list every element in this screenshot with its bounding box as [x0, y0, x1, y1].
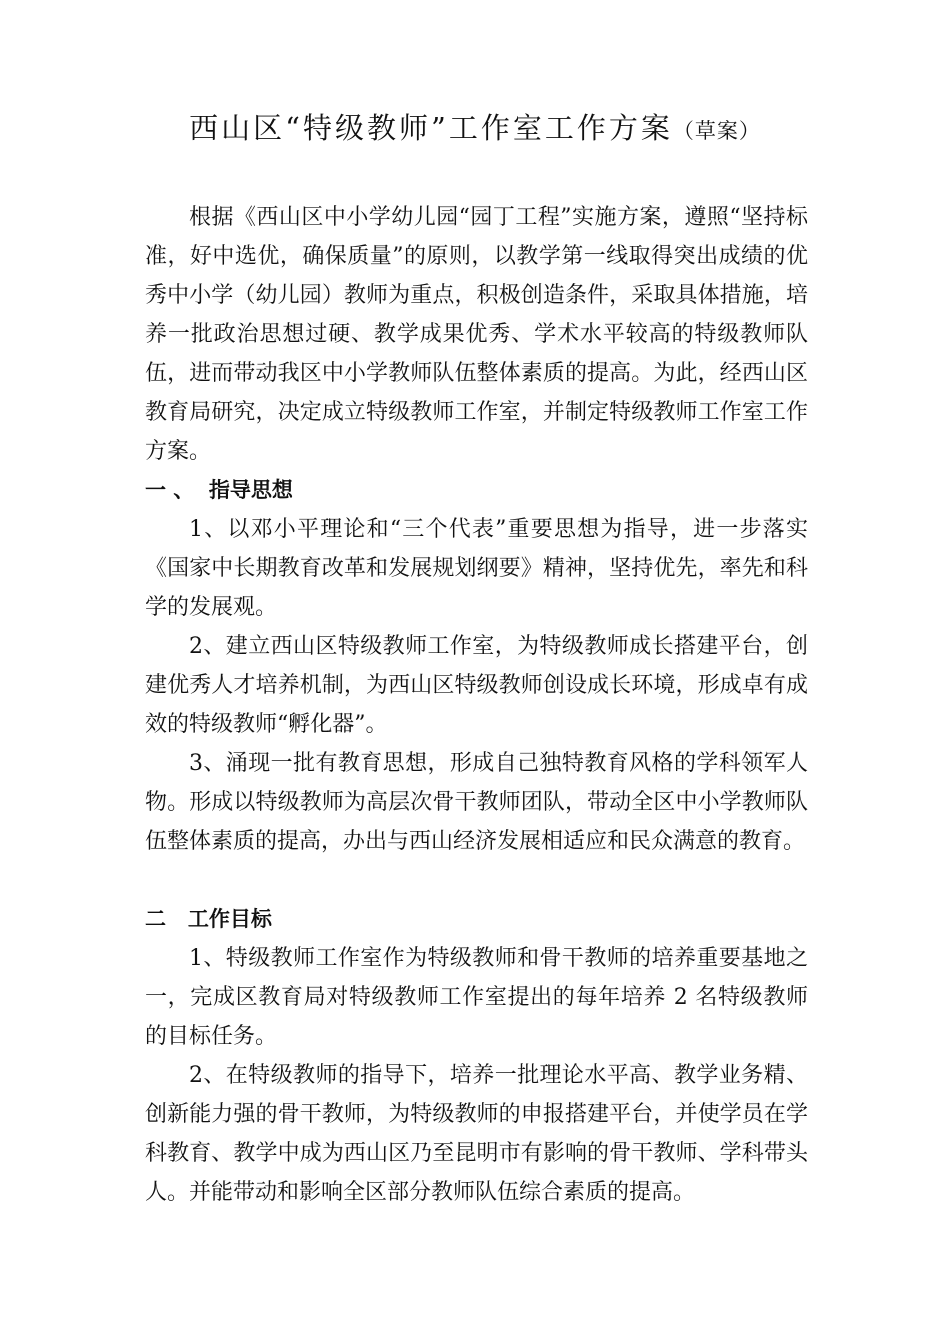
section-2-paragraph-2: 2、在特级教师的指导下，培养一批理论水平高、教学业务精、创新能力强的骨干教师，为特级教师的申报搭建平台，并使学员在学科教育、教学中成为西山区乃至昆明市有影响的骨干教师、学科带头人。并能带动和影响全区部分教师队伍综合素质的提高。 [145, 1063, 808, 1205]
section-heading-work-goals: 二 工作目标 [145, 907, 272, 931]
section-1-paragraph-1: 1、以邓小平理论和“三个代表”重要思想为指导，进一步落实《国家中长期教育改革和发展规划纲要》精神，坚持优先，率先和科学的发展观。 [145, 517, 808, 620]
section-heading-guiding-ideology: 一 、 指导思想 [145, 478, 293, 502]
section-spacer [145, 861, 808, 900]
intro-paragraph: 根据《西山区中小学幼儿园“园丁工程”实施方案，遵照“坚持标准，好中选优，确保质量”的原则，以教学第一线取得突出成绩的优秀中小学（幼儿园）教师为重点，积极创造条件，采取具体措施，培养一批政治思想过硬、教学成果优秀、学术水平较高的特级教师队伍，进而带动我区中小学教师队伍整体素质的提高。为此，经西山区教育局研究，决定成立特级教师工作室，并制定特级教师工作室工作方案。 [145, 205, 808, 464]
section-1-paragraph-2: 2、建立西山区特级教师工作室，为特级教师成长搭建平台，创建优秀人才培养机制，为西山区特级教师创设成长环境，形成卓有成效的特级教师“孵化器”。 [145, 634, 808, 737]
title-draft-suffix: （草案） [672, 119, 761, 143]
title-text: 西山区“特级教师”工作室工作方案 [189, 111, 673, 145]
document-body [145, 198, 808, 1212]
document-title [0, 106, 950, 147]
section-2-paragraph-1: 1、特级教师工作室作为特级教师和骨干教师的培养重要基地之一，完成区教育局对特级教师工作室提出的每年培养 2 名特级教师的目标任务。 [145, 946, 808, 1049]
section-1-paragraph-3: 3、涌现一批有教育思想，形成自己独特教育风格的学科领军人物。形成以特级教师为高层次骨干教师团队，带动全区中小学教师队伍整体素质的提高，办出与西山经济发展相适应和民众满意的教育。 [145, 751, 808, 854]
